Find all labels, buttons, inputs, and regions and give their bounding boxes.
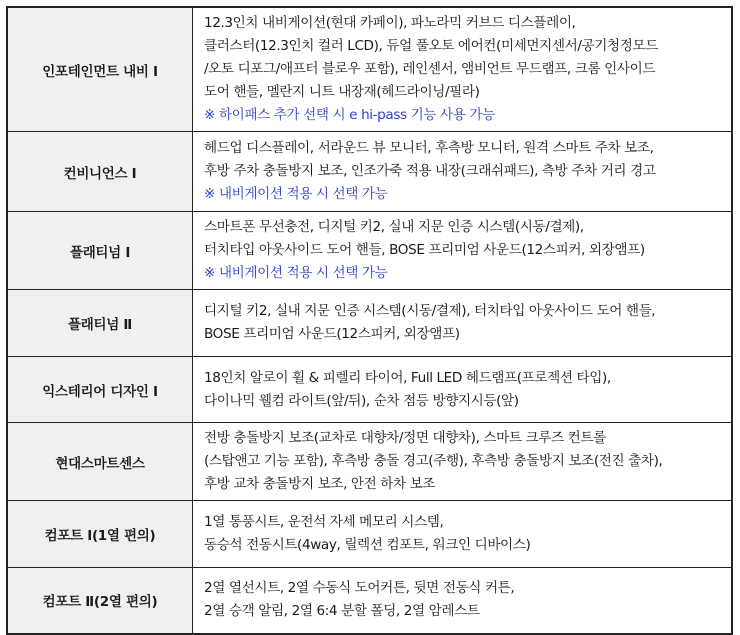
row-description: [193, 423, 733, 501]
description-line: 클러스터(12.3인치 컬러 LCD), 듀얼 풀오토 에어컨(미세먼지센서/공기청정모드: [204, 38, 658, 54]
option-note: ※ 하이패스 추가 선택 시 e hi-pass 기능 사용 가능: [204, 107, 495, 123]
description-line: 18인치 알로이 휠 & 피렐리 타이어, Full LED 헤드램프(프로젝션 타입),: [204, 369, 611, 386]
row-description: [193, 501, 733, 568]
row-label: 플래티넘 Ⅰ: [7, 212, 193, 290]
description-line: 스마트폰 무선충전, 디지털 키2, 실내 지문 인증 시스템(시동/결제),: [204, 219, 584, 235]
description-line: 2열 승객 알림, 2열 6:4 분할 폴딩, 2열 암레스트: [204, 603, 480, 620]
description-line: 후방 주차 충돌방지 보조, 인조가죽 적용 내장(크래쉬패드), 측방 주차 거리 경고: [204, 163, 656, 179]
row-label: 컴포트 Ⅱ(2열 편의): [7, 568, 193, 634]
description-line: 2열 열선시트, 2열 수동식 도어커튼, 뒷면 전동식 커튼,: [204, 580, 515, 597]
row-description: [193, 132, 733, 212]
row-label: 컴포트 Ⅰ(1열 편의): [7, 501, 193, 568]
table-row: [7, 423, 732, 501]
table-row: [7, 132, 732, 212]
row-label: 플래티넘 Ⅱ: [7, 290, 193, 357]
description-line: 12.3인치 내비게이션(현대 카페이), 파노라믹 커브드 디스플레이,: [204, 15, 576, 31]
description-line: /오토 디포그/애프터 블로우 포함), 레인센서, 앰비언트 무드램프, 크롬 인사이드: [204, 61, 656, 77]
row-description: [193, 290, 733, 357]
description-line: 도어 핸들, 멜란지 니트 내장재(헤드라이닝/필라): [204, 84, 480, 100]
row-description: [193, 357, 733, 423]
description-line: 동승석 전동시트(4way, 릴렉션 컴포트, 워크인 디바이스): [204, 537, 531, 553]
row-label: 현대스마트센스: [7, 423, 193, 501]
description-line: 다이나믹 웰컴 라이트(앞/뒤), 순차 점등 방향지시등(앞): [204, 392, 519, 409]
description-line: BOSE 프리미엄 사운드(12스피커, 외장앰프): [204, 326, 460, 342]
description-line: (스탑앤고 기능 포함), 후측방 충돌 경고(주행), 후측방 충돌방지 보조(전진 출차),: [204, 453, 663, 469]
table-row: [7, 501, 732, 568]
description-line: 디지털 키2, 실내 지문 인증 시스템(시동/결제), 터치타입 아웃사이드 도어 핸들,: [204, 303, 656, 319]
description-line: 전방 충돌방지 보조(교차로 대향차/정면 대향차), 스마트 크루즈 컨트롤: [204, 430, 606, 446]
description-line: 헤드업 디스플레이, 서라운드 뷰 모니터, 후측방 모니터, 원격 스마트 주차 보조,: [204, 140, 654, 156]
row-label: 익스테리어 디자인 Ⅰ: [7, 357, 193, 423]
table-row: [7, 357, 732, 423]
option-note: ※ 내비게이션 적용 시 선택 가능: [204, 265, 388, 281]
table-row: [7, 7, 732, 132]
table-row: [7, 290, 732, 357]
description-line: 1열 통풍시트, 운전석 자세 메모리 시스템,: [204, 514, 444, 530]
table-row: [7, 568, 732, 634]
table-row: [7, 212, 732, 290]
row-label: 인포테인먼트 내비 Ⅰ: [7, 7, 193, 132]
options-table: [6, 6, 733, 635]
row-description: [193, 212, 733, 290]
description-line: 터치타입 아웃사이드 도어 핸들, BOSE 프리미엄 사운드(12스피커, 외장앰프): [204, 242, 645, 258]
row-description: [193, 7, 733, 132]
row-label: 컨비니언스 Ⅰ: [7, 132, 193, 212]
description-line: 후방 교차 충돌방지 보조, 안전 하차 보조: [204, 476, 436, 492]
row-description: [193, 568, 733, 634]
option-note: ※ 내비게이션 적용 시 선택 가능: [204, 186, 388, 202]
